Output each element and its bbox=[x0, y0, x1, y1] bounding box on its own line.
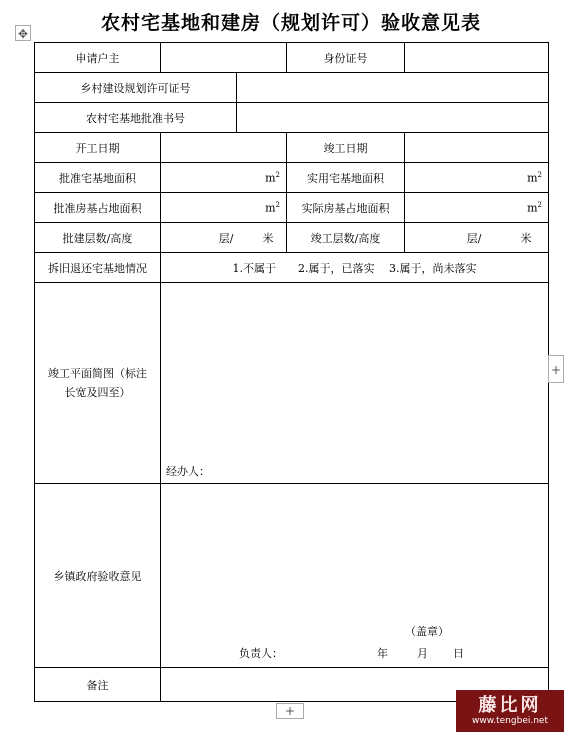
approved-floors-label: 批建层数/高度 bbox=[35, 223, 161, 253]
handler-label: 经办人： bbox=[166, 465, 210, 478]
actual-floors-value[interactable] bbox=[405, 223, 549, 253]
actual-base-area-value[interactable] bbox=[405, 193, 549, 223]
watermark-url: www.tengbei.net bbox=[472, 716, 548, 726]
responsible-label: 负责人： bbox=[239, 647, 283, 660]
area-unit-sup: 2 bbox=[537, 200, 542, 209]
watermark-logo bbox=[456, 690, 564, 732]
demolition-options[interactable]: 1.不属于 2.属于，已落实 3.属于，尚未落实 bbox=[161, 253, 549, 283]
add-row-icon[interactable]: + bbox=[276, 703, 304, 719]
table-move-handle-icon[interactable]: ✥ bbox=[15, 25, 31, 41]
day-label: 日 bbox=[453, 647, 464, 660]
area-unit: m bbox=[265, 201, 276, 215]
approved-land-area-value[interactable] bbox=[161, 163, 287, 193]
month-label: 月 bbox=[417, 647, 428, 660]
height-unit: 米 bbox=[262, 231, 274, 245]
area-unit: m bbox=[527, 171, 538, 185]
approval-number-value[interactable] bbox=[237, 103, 549, 133]
applicant-value[interactable] bbox=[161, 43, 287, 73]
start-date-label: 开工日期 bbox=[35, 133, 161, 163]
approved-land-area-label: 批准宅基地面积 bbox=[35, 163, 161, 193]
add-column-icon[interactable]: + bbox=[548, 355, 564, 383]
area-unit-sup: 2 bbox=[275, 170, 280, 179]
opinion-label: 乡镇政府验收意见 bbox=[35, 484, 161, 668]
year-label: 年 bbox=[377, 647, 388, 660]
actual-land-area-label: 实用宅基地面积 bbox=[287, 163, 405, 193]
plan-sketch-area[interactable] bbox=[161, 283, 549, 484]
permit-number-value[interactable] bbox=[237, 73, 549, 103]
actual-base-area-label: 实际房基占地面积 bbox=[287, 193, 405, 223]
id-number-value[interactable] bbox=[405, 43, 549, 73]
actual-land-area-value[interactable] bbox=[405, 163, 549, 193]
acceptance-form-table bbox=[34, 42, 549, 702]
permit-number-label: 乡村建设规划许可证号 bbox=[35, 73, 237, 103]
actual-floors-label: 竣工层数/高度 bbox=[287, 223, 405, 253]
area-unit-sup: 2 bbox=[537, 170, 542, 179]
area-unit-sup: 2 bbox=[275, 200, 280, 209]
height-unit: 米 bbox=[520, 231, 532, 245]
opinion-area[interactable] bbox=[161, 484, 549, 668]
id-number-label: 身份证号 bbox=[287, 43, 405, 73]
demolition-label: 拆旧退还宅基地情况 bbox=[35, 253, 161, 283]
area-unit: m bbox=[265, 171, 276, 185]
remarks-label: 备注 bbox=[35, 668, 161, 702]
approval-number-label: 农村宅基地批准书号 bbox=[35, 103, 237, 133]
approved-base-area-label: 批准房基占地面积 bbox=[35, 193, 161, 223]
completion-date-label: 竣工日期 bbox=[287, 133, 405, 163]
seal-label: （盖章） bbox=[405, 625, 449, 638]
watermark-brand: 藤比网 bbox=[478, 695, 542, 716]
form-title: 农村宅基地和建房（规划许可）验收意见表 bbox=[100, 12, 481, 34]
plan-sketch-label: 竣工平面简图（标注长宽及四至） bbox=[35, 283, 161, 484]
floors-unit: 层/ bbox=[218, 231, 234, 245]
approved-base-area-value[interactable] bbox=[161, 193, 287, 223]
start-date-value[interactable] bbox=[161, 133, 287, 163]
completion-date-value[interactable] bbox=[405, 133, 549, 163]
floors-unit: 层/ bbox=[466, 231, 482, 245]
approved-floors-value[interactable] bbox=[161, 223, 287, 253]
applicant-label: 申请户主 bbox=[35, 43, 161, 73]
area-unit: m bbox=[527, 201, 538, 215]
